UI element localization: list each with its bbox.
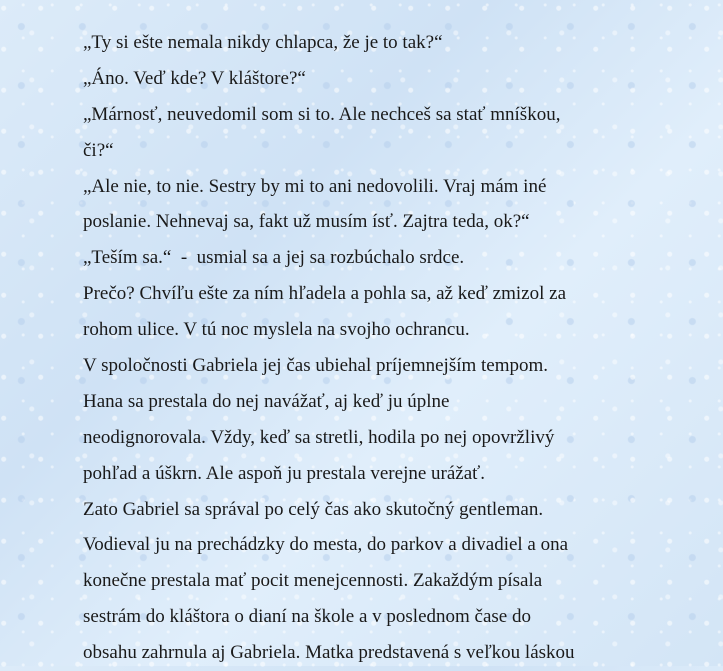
text-line: sestrám do kláštora o dianí na škole a v poslednom čase do (83, 606, 531, 628)
text-line: „Márnosť, neuvedomil som si to. Ale nechceš sa stať mníškou, (83, 103, 561, 125)
text-line: „Teším sa.“ - usmial sa a jej sa rozbúchalo srdce. (83, 247, 465, 269)
text-body (83, 25, 643, 671)
text-line: Hana sa prestala do nej navážať, aj keď ju úplne (83, 390, 450, 412)
text-line: V spoločnosti Gabriela jej čas ubiehal príjemnejším tempom. (83, 355, 549, 377)
text-line: poslanie. Nehnevaj sa, fakt už musím ísť. Zajtra teda, ok?“ (83, 211, 530, 233)
text-line: pohľad a úškrn. Ale aspoň ju prestala verejne urážať. (83, 462, 486, 484)
text-line: „Áno. Veď kde? V kláštore?“ (83, 67, 306, 89)
text-line: neodignorovala. Vždy, keď sa stretli, hodila po nej opovržlivý (83, 426, 555, 448)
text-line: Prečo? Chvíľu ešte za ním hľadela a pohla sa, až keď zmizol za (83, 283, 566, 305)
text-line: konečne prestala mať pocit menejcennosti. Zakaždým písala (83, 570, 543, 592)
text-line: rohom ulice. V tú noc myslela na svojho ochrancu. (83, 319, 470, 341)
text-line: Zato Gabriel sa správal po celý čas ako skutočný gentleman. (83, 498, 544, 520)
text-line: obsahu zahrnula aj Gabriela. Matka predstavená s veľkou láskou (83, 642, 575, 664)
text-line: „Ty si ešte nemala nikdy chlapca, že je to tak?“ (83, 32, 443, 53)
text-line: Vodieval ju na prechádzky do mesta, do parkov a divadiel a ona (83, 534, 569, 556)
text-line: „Ale nie, to nie. Sestry by mi to ani nedovolili. Vraj mám iné (83, 175, 547, 197)
text-line: či?“ (83, 139, 114, 161)
